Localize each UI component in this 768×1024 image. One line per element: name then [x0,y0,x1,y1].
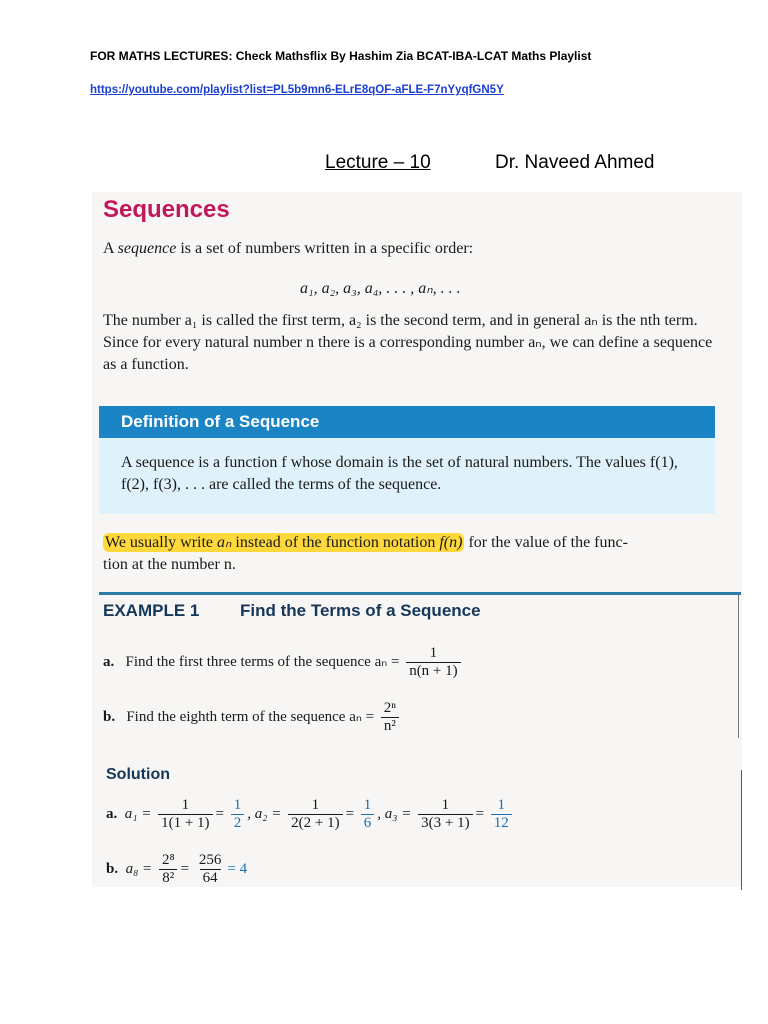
part-a-letter: a. [103,653,115,670]
frac-num: 1 [429,645,438,661]
frac-den: 2(2 + 1) [288,814,342,832]
sequence-display: a₁, a₂, a₃, a₄, . . . , aₙ, . . . [300,280,461,297]
frac-den: 6 [361,814,375,832]
intro-term: sequence [117,240,177,257]
example-border [738,595,739,738]
a3-fraction [418,797,472,832]
a3-lhs: , a₃ = [377,805,412,822]
solution-border [741,770,742,890]
frac-den: n² [381,717,399,735]
part-a-text: Find the first three terms of the sequence aₙ = [125,653,400,670]
definition-body: A sequence is a function f whose domain is the set of natural numbers. The values f(1), f(2), f(3), . . . are called the terms of the sequence. [121,454,678,493]
frac-num: 2ⁿ [383,700,397,716]
frac-den: 8² [159,869,177,887]
part-b-text: Find the eighth term of the sequence aₙ = [126,708,375,725]
frac-den: 64 [200,869,221,887]
frac-num: 1 [233,797,242,813]
frac-den: n(n + 1) [406,662,460,680]
frac-num: 1 [181,797,190,813]
a8-fraction-1 [159,852,178,887]
playlist-link[interactable]: https://youtube.com/playlist?list=PL5b9mn6-ELrE8qOF-aFLE-F7nYyqfGN5Y [90,84,504,96]
solution-heading: Solution [106,766,170,783]
sol-b-letter: b. [106,860,119,877]
a1-lhs: a₁ = [124,805,152,822]
frac-num: 2⁸ [161,852,175,868]
example-label: EXAMPLE 1 [103,601,200,620]
notation-paragraph [103,532,728,576]
solution-part-a: a. a₁ = $\frac{1}{1(1 + 1)}$ = $\frac{1}{2}$ , a₂ = $\frac{1}{2(2 + 1)}$ = $\frac{1}{6}$ , a₃ = $\frac{1}{3(3 + 1)}$ = $\frac{1}{12}$ [106,797,515,832]
definition-box [99,406,715,514]
lecturer-name: Dr. Naveed Ahmed [495,152,655,173]
part-b-letter: b. [103,708,116,725]
example-part-a [103,645,464,680]
frac-den: 3(3 + 1) [418,814,472,832]
frac-num: 1 [363,797,372,813]
first-term-paragraph: The number a₁ is called the first term, a₂ is the second term, and in general aₙ is the nth term. Since for every natural number n there is a corresponding number aₙ, we can define a sequence as a function. [103,312,713,373]
frac-den: 12 [491,814,512,832]
frac-num: 1 [311,797,320,813]
definition-title: Definition of a Sequence [99,406,715,438]
course-note: FOR MATHS LECTURES: Check Mathsflix By Hashim Zia BCAT-IBA-LCAT Maths Playlist [90,49,592,63]
frac-den: 1(1 + 1) [158,814,212,832]
a3-result [491,797,512,832]
a2-lhs: , a₂ = [247,805,282,822]
a2-fraction [288,797,342,832]
part-b-fraction [381,700,399,735]
intro-text-b: is a set of numbers written in a specific order: [176,240,474,257]
part-a-fraction [406,645,460,680]
example-part-b [103,700,402,735]
frac-num: 1 [441,797,450,813]
section-heading: Sequences [103,196,230,223]
frac-num: 1 [497,797,506,813]
intro-paragraph [103,238,728,260]
solution-part-b: b. a₈ = $\frac{\text{2⁸}}{\text{8²}}$ = $\frac{256}{64}$ = 4 [106,852,248,886]
a1-fraction [158,797,212,832]
a8-lhs: a₈ = [125,860,153,877]
frac-num: 256 [198,852,222,868]
example-rule [99,592,741,595]
a2-result [361,797,375,832]
frac-den: 2 [231,814,245,832]
sol-a-letter: a. [106,805,118,822]
example-title: Find the Terms of a Sequence [240,601,481,620]
notation-var: aₙ [217,534,232,551]
highlight-notation [103,533,464,552]
notation-line2: tion at the number n. [103,556,236,573]
a8-result: = 4 [227,860,248,877]
intro-text-a: A [103,240,118,257]
a1-result [231,797,245,832]
notation-fn: f(n) [439,534,463,551]
notation-text-a: We usually write [105,534,218,551]
lecture-title: Lecture – 10 [325,152,431,173]
a8-fraction-2 [196,852,225,887]
notation-rest: for the value of the func- [464,534,628,551]
notation-text-b: instead of the function notation [231,534,440,551]
